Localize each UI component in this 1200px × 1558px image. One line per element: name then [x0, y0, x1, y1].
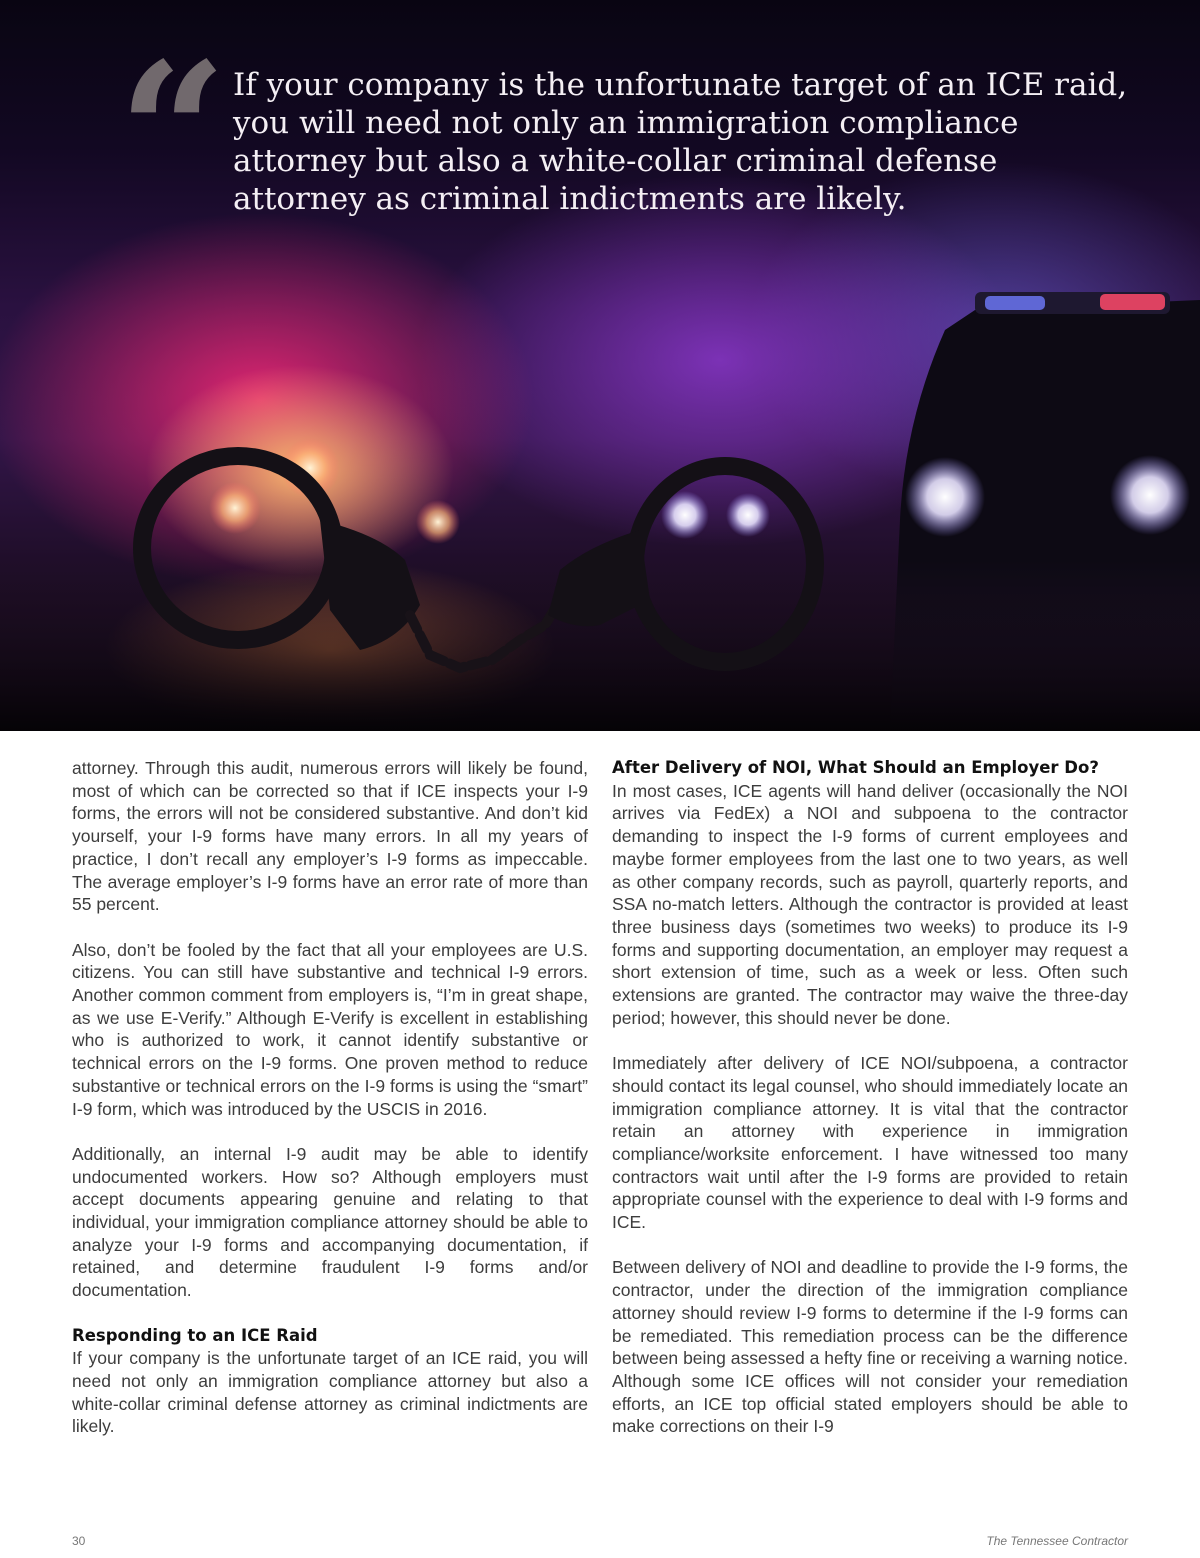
article-column-right	[612, 757, 1128, 1461]
article-column-left	[72, 757, 588, 1461]
section-heading: Responding to an ICE Raid	[72, 1325, 318, 1345]
quote-mark-icon: “	[118, 21, 228, 244]
paragraph: attorney. Through this audit, numerous errors will likely be found, most of which can be corrected so that if ICE inspects your I-9 forms, the errors will not be considered substantive. And don’t kid yourself, your I-9 forms have many errors. In all my years of practice, I don’t recall any employer’s I-9 forms as impeccable. The average employer’s I-9 forms have an error rate of more than 55 percent.	[72, 758, 588, 915]
paragraph: Immediately after delivery of ICE NOI/subpoena, a contractor should contact its legal counsel, who should immediately locate an immigration compliance attorney. It is vital that the contractor retain an attorney with experience in immigration compliance/worksite enforcement. I have witnessed too many contractors wait until after the I-9 forms are provided to retain appropriate counsel with the experience to deal with I-9 forms and ICE.	[612, 1053, 1128, 1233]
pull-quote: If your company is the unfortunate target of an ICE raid, you will need not only an immigration compliance attorney but also a white-collar criminal defense attorney as criminal indictments are likely.	[233, 67, 1128, 217]
paragraph: In most cases, ICE agents will hand deliver (occasionally the NOI arrives via FedEx) a NOI and subpoena to the contractor demanding to inspect the I-9 forms of current employees and maybe former employees from the last one to two years, as well as other company records, such as payroll, quarterly reports, and SSA no-match letters. Although the contractor is provided at least three business days (sometimes two weeks) to produce its I-9 forms and supporting documentation, an employer may request a short extension of time, such as a week or less. Often such extensions are granted. The contractor may waive the three-day period; however, this should never be done.	[612, 780, 1128, 1028]
paragraph: If your company is the unfortunate target of an ICE raid, you will need not only an immigration compliance attorney but also a white-collar criminal defense attorney as criminal indictments are likely.	[72, 1348, 588, 1437]
section-heading: After Delivery of NOI, What Should an Employer Do?	[612, 758, 1099, 777]
paragraph: Also, don’t be fooled by the fact that all your employees are U.S. citizens. You can still have substantive and technical I-9 errors. Another common comment from employers is, “I’m in great shape, as we use E-Verify.” Although E-Verify is excellent in establishing who is authorized to work, it cannot identify substantive or technical errors on the I-9 forms. One proven method to reduce substantive or technical errors on the I-9 forms is using the “smart” I-9 form, which was introduced by the USCIS in 2016.	[72, 939, 588, 1119]
magazine-title: The Tennessee Contractor	[986, 1534, 1128, 1548]
paragraph: Additionally, an internal I-9 audit may be able to identify undocumented workers. How so? Although employers must accept documents appearing genuine and relating to that individual, your immigration compliance attorney should be able to analyze your I-9 forms and accompanying documentation, if retained, and determine fraudulent I-9 forms and/or documentation.	[72, 1143, 588, 1301]
hero-image	[0, 0, 1200, 731]
paragraph: Between delivery of NOI and deadline to provide the I-9 forms, the contractor, under the direction of the immigration compliance attorney should review I-9 forms to determine if the I-9 forms can be remediated. This remediation process can be the difference between being assessed a hefty fine or receiving a warning notice. Although some ICE offices will not consider your remediation efforts, an ICE top official stated employers should be able to make corrections on their I-9	[612, 1257, 1128, 1437]
page-number: 30	[72, 1534, 86, 1548]
